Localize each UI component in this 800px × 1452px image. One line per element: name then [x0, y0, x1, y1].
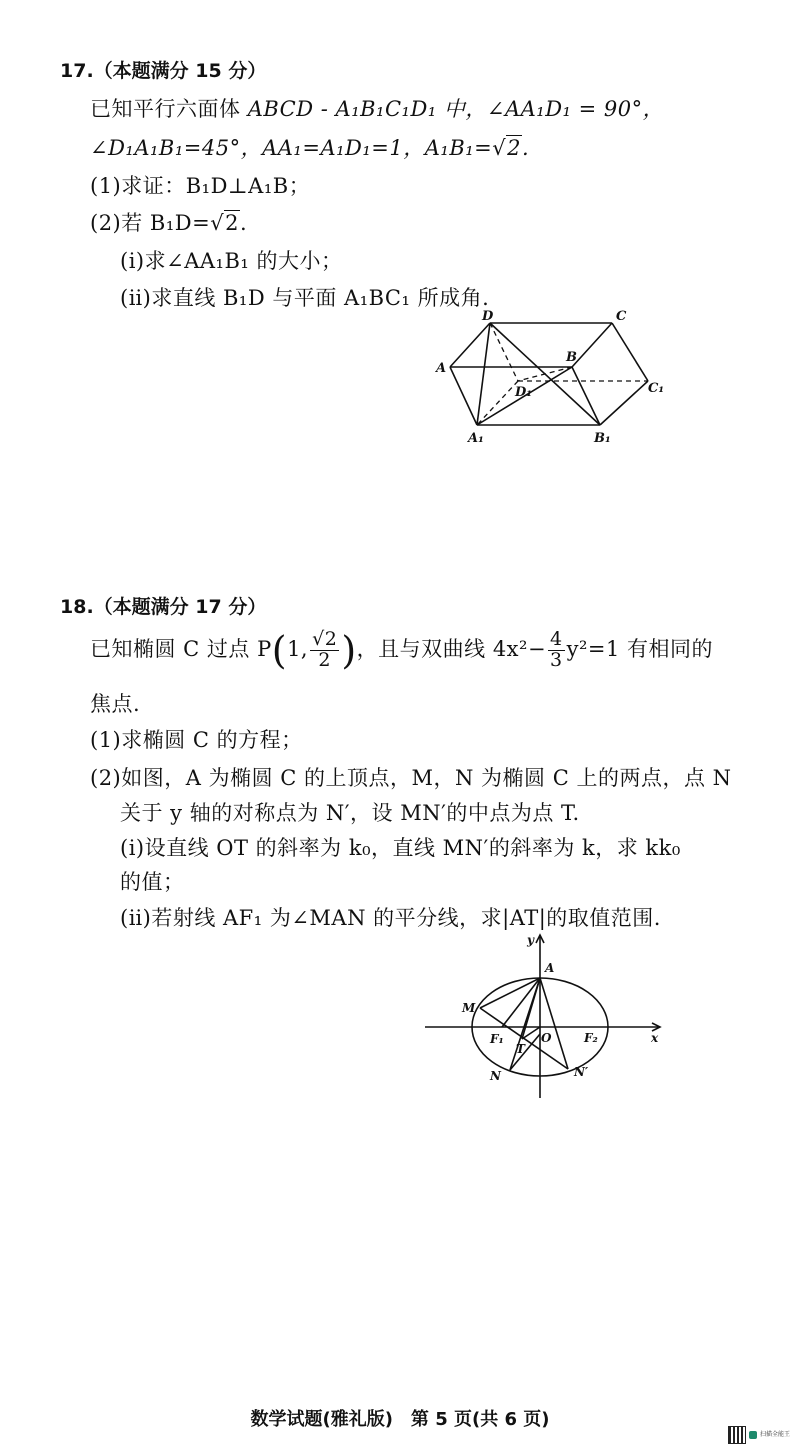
- q17-part1: (1)求证：B₁D⊥A₁B；: [90, 174, 311, 198]
- q18-part1: (1)求椭圆 C 的方程；: [90, 728, 303, 752]
- q18-heading: 18.（本题满分 17 分）: [60, 596, 267, 618]
- q18-sub1-b: 的值；: [120, 870, 185, 894]
- q18-part2-a: (2)如图，A 为椭圆 C 的上顶点，M，N 为椭圆 C 上的两点，点 N: [90, 766, 732, 790]
- page-footer: 数学试题(雅礼版) 第 5 页(共 6 页): [250, 1409, 550, 1430]
- vertex-label-d1: D₁: [515, 385, 532, 400]
- q18-hyp-den: 3: [550, 648, 563, 671]
- q17-part2-root: 2: [225, 211, 239, 235]
- q18-part2-b: 关于 y 轴的对称点为 N′，设 MN′的中点为点 T.: [120, 801, 580, 825]
- point-label-t: T: [516, 1042, 525, 1056]
- vertex-label-d: D: [482, 309, 494, 324]
- q18-intro-c: y²=1 有相同的: [566, 636, 714, 661]
- point-label-a: A: [545, 961, 555, 975]
- q18-intro: 已知椭圆 C 过点 P(1, $\frac{√2}{2}$ )，且与双曲线 4x²− $\frac{4}{3}$ y²=1 有相同的: [90, 628, 714, 673]
- q17-intro-body: ABCD - A₁B₁C₁D₁ 中，∠AA₁D₁ = 90°，: [247, 97, 665, 121]
- q17-given: ∠D₁A₁B₁=45°，AA₁=A₁D₁=1，A₁B₁=√2.: [90, 136, 530, 160]
- point-label-n: N: [490, 1069, 501, 1083]
- scanner-stamp-text: 扫描全能王: [759, 1431, 790, 1438]
- scanner-logo-icon: [749, 1431, 757, 1439]
- vertex-label-a: A: [436, 361, 447, 376]
- vertex-label-a1: A₁: [468, 431, 484, 446]
- q18-hyp-num: 4: [550, 628, 563, 650]
- q18-sub1-a: (ⅰ)设直线 OT 的斜率为 k₀，直线 MN′的斜率为 k，求 kk₀: [120, 836, 681, 860]
- point-label-f1: F₁: [490, 1032, 504, 1046]
- vertex-label-b: B: [566, 350, 577, 365]
- point-label-o: O: [541, 1031, 552, 1045]
- q17-sub1: (ⅰ)求∠AA₁B₁ 的大小；: [120, 249, 343, 273]
- q17-given-root: 2: [507, 136, 522, 160]
- q17-given-text: ∠D₁A₁B₁=45°，AA₁=A₁D₁=1，A₁B₁=: [90, 136, 493, 160]
- qr-code-icon: [728, 1426, 746, 1444]
- scanner-stamp: [728, 1426, 790, 1444]
- q17-sub2: (ⅱ)求直线 B₁D 与平面 A₁BC₁ 所成角.: [120, 286, 490, 310]
- q17-intro-prefix: 已知平行六面体: [90, 97, 248, 121]
- q17-part2: (2)若 B₁D=√2.: [90, 211, 248, 235]
- q17-heading: 17.（本题满分 15 分）: [60, 60, 267, 82]
- point-label-m: M: [462, 1001, 476, 1015]
- q18-intro-b: ，且与双曲线 4x²−: [356, 636, 547, 661]
- q18-intro-a: 已知椭圆 C 过点 P: [90, 636, 272, 661]
- vertex-label-c1: C₁: [648, 381, 665, 396]
- axis-label-y: y: [527, 933, 534, 947]
- point-label-n-prime: N′: [574, 1065, 589, 1079]
- q18-sub2: (ⅱ)若射线 AF₁ 为∠MAN 的平分线，求|AT|的取值范围.: [120, 906, 661, 930]
- axis-label-x: x: [651, 1031, 659, 1045]
- q18-frac-den: 2: [318, 648, 331, 671]
- point-label-f2: F₂: [584, 1031, 598, 1045]
- q18-frac-num: √2: [312, 628, 338, 650]
- vertex-label-c: C: [616, 309, 627, 324]
- q18-point-x: 1,: [287, 636, 309, 661]
- vertex-label-b1: B₁: [594, 431, 611, 446]
- q17-intro: [90, 93, 664, 123]
- q17-part2-text: (2)若 B₁D=: [90, 211, 211, 235]
- q18-intro-d: 焦点.: [90, 692, 141, 716]
